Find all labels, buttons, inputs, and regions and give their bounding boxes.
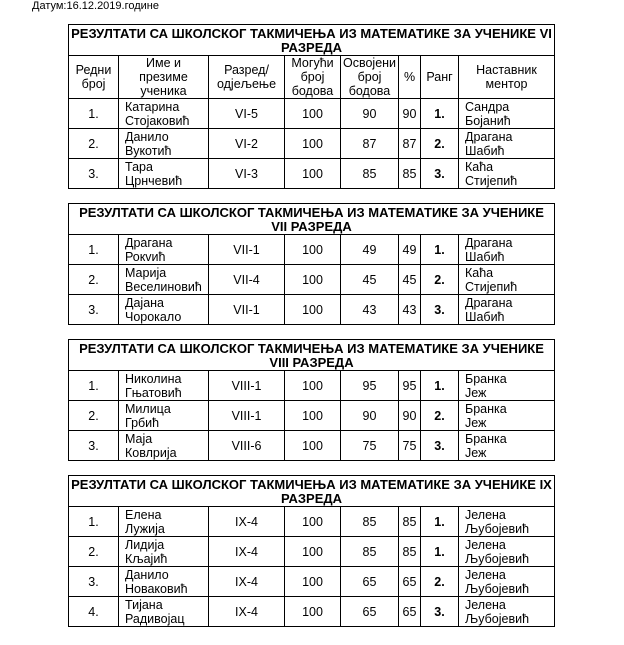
student-name-line1: Катарина <box>125 99 180 114</box>
section-title-row <box>69 25 555 56</box>
earned-points: 85 <box>341 507 399 537</box>
mentor-name <box>459 159 555 189</box>
mentor-name-line1: Бранка <box>465 401 507 416</box>
rank: 3. <box>421 431 459 461</box>
student-name <box>119 507 209 537</box>
earned-points: 75 <box>341 431 399 461</box>
grade-class: VIII-6 <box>209 431 285 461</box>
mentor-name-line1: Каћа <box>465 265 494 280</box>
student-name-line1: Маја <box>125 431 153 446</box>
rank: 3. <box>421 295 459 325</box>
row-number: 3. <box>69 567 119 597</box>
percent: 90 <box>399 99 421 129</box>
max-points: 100 <box>285 129 341 159</box>
student-name <box>119 129 209 159</box>
percent: 85 <box>399 537 421 567</box>
header-points: Освојени број бодова <box>341 56 399 99</box>
mentor-name <box>459 431 555 461</box>
mentor-name-line2: Шабић <box>465 143 505 158</box>
header-mentor: Наставник ментор <box>459 56 555 99</box>
student-name-line2: Чорокало <box>125 309 182 324</box>
section-spacer-cell <box>69 189 555 204</box>
grade-class: IX-4 <box>209 597 285 627</box>
earned-points: 45 <box>341 265 399 295</box>
row-number: 3. <box>69 159 119 189</box>
max-points: 100 <box>285 265 341 295</box>
student-name-line1: Данило <box>125 129 169 144</box>
percent: 85 <box>399 507 421 537</box>
table-row <box>69 265 555 295</box>
mentor-name <box>459 567 555 597</box>
student-name <box>119 371 209 401</box>
section-title-row <box>69 340 555 371</box>
section-title: РЕЗУЛТАТИ СА ШКОЛСКОГ ТАКМИЧЕЊА ИЗ МАТЕМАТИКЕ ЗА УЧЕНИКЕ IX РАЗРЕДА <box>69 476 555 507</box>
mentor-name-line2: Љубојевић <box>465 581 530 596</box>
percent: 85 <box>399 159 421 189</box>
percent: 75 <box>399 431 421 461</box>
rank: 3. <box>421 597 459 627</box>
student-name-line1: Тара <box>125 159 153 174</box>
student-name-line2: Радивојац <box>125 611 185 626</box>
max-points: 100 <box>285 371 341 401</box>
rank: 1. <box>421 537 459 567</box>
grade-class: VI-3 <box>209 159 285 189</box>
rank: 3. <box>421 159 459 189</box>
max-points: 100 <box>285 99 341 129</box>
student-name <box>119 235 209 265</box>
max-points: 100 <box>285 567 341 597</box>
percent: 90 <box>399 401 421 431</box>
row-number: 2. <box>69 265 119 295</box>
grade-class: VII-1 <box>209 295 285 325</box>
student-name-line1: Марија <box>125 265 167 280</box>
table-row <box>69 401 555 431</box>
max-points: 100 <box>285 159 341 189</box>
grade-class: VIII-1 <box>209 401 285 431</box>
mentor-name-line2: Шабић <box>465 309 505 324</box>
rank: 1. <box>421 99 459 129</box>
mentor-name-line2: Стијепић <box>465 173 518 188</box>
mentor-name <box>459 401 555 431</box>
student-name-line2: Вукотић <box>125 143 172 158</box>
table-row <box>69 129 555 159</box>
student-name-line1: Данило <box>125 567 169 582</box>
earned-points: 87 <box>341 129 399 159</box>
table-row <box>69 235 555 265</box>
row-number: 1. <box>69 371 119 401</box>
mentor-name-line2: Стијепић <box>465 279 518 294</box>
student-name-line2: Црнчевић <box>125 173 183 188</box>
mentor-name <box>459 371 555 401</box>
student-name <box>119 295 209 325</box>
header-max: Могући број бодова <box>285 56 341 99</box>
student-name-line1: Дајана <box>125 295 165 310</box>
rank: 2. <box>421 401 459 431</box>
results-table <box>68 24 555 627</box>
table-row <box>69 99 555 129</box>
header-rank: Ранг <box>421 56 459 99</box>
student-name-line2: Гњатовић <box>125 385 182 400</box>
earned-points: 65 <box>341 567 399 597</box>
rank: 1. <box>421 235 459 265</box>
percent: 45 <box>399 265 421 295</box>
table-row <box>69 567 555 597</box>
student-name-line1: Драгана <box>125 235 173 250</box>
row-number: 1. <box>69 507 119 537</box>
grade-class: IX-4 <box>209 537 285 567</box>
mentor-name-line1: Драгана <box>465 295 513 310</box>
percent: 87 <box>399 129 421 159</box>
section-title-row <box>69 204 555 235</box>
table-row <box>69 507 555 537</box>
section-spacer-cell <box>69 461 555 476</box>
mentor-name <box>459 295 555 325</box>
mentor-name-line2: Љубојевић <box>465 611 530 626</box>
percent: 65 <box>399 567 421 597</box>
mentor-name <box>459 265 555 295</box>
student-name <box>119 159 209 189</box>
student-name-line2: Кљајић <box>125 551 168 566</box>
student-name-line1: Николина <box>125 371 182 386</box>
mentor-name-line1: Јелена <box>465 537 506 552</box>
mentor-name <box>459 507 555 537</box>
mentor-name <box>459 537 555 567</box>
header-percent: % <box>399 56 421 99</box>
student-name-line2: Рокvић <box>125 249 166 264</box>
student-name <box>119 597 209 627</box>
table-row <box>69 597 555 627</box>
mentor-name-line1: Драгана <box>465 235 513 250</box>
header-name: Име и презиме ученика <box>119 56 209 99</box>
student-name-line2: Веселиновић <box>125 279 202 294</box>
student-name-line1: Елена <box>125 507 162 522</box>
section-spacer-cell <box>69 325 555 340</box>
student-name-line1: Лидија <box>125 537 165 552</box>
date-line: Датум:16.12.2019.године <box>32 0 159 12</box>
earned-points: 43 <box>341 295 399 325</box>
section-title-row <box>69 476 555 507</box>
grade-class: VII-1 <box>209 235 285 265</box>
section-spacer <box>69 325 555 340</box>
mentor-name-line1: Јелена <box>465 507 506 522</box>
max-points: 100 <box>285 507 341 537</box>
earned-points: 85 <box>341 159 399 189</box>
student-name-line1: Милица <box>125 401 171 416</box>
mentor-name-line2: Љубојевић <box>465 551 530 566</box>
student-name-line2: Стојаковић <box>125 113 190 128</box>
mentor-name-line2: Шабић <box>465 249 505 264</box>
grade-class: VI-2 <box>209 129 285 159</box>
row-number: 1. <box>69 99 119 129</box>
student-name-line2: Ковлрија <box>125 445 177 460</box>
mentor-name <box>459 129 555 159</box>
row-number: 4. <box>69 597 119 627</box>
rank: 2. <box>421 567 459 597</box>
student-name <box>119 99 209 129</box>
mentor-name-line1: Каћа <box>465 159 494 174</box>
earned-points: 90 <box>341 401 399 431</box>
mentor-name-line1: Бранка <box>465 371 507 386</box>
rank: 2. <box>421 129 459 159</box>
table-row <box>69 431 555 461</box>
student-name <box>119 567 209 597</box>
earned-points: 49 <box>341 235 399 265</box>
grade-class: IX-4 <box>209 507 285 537</box>
mentor-name-line1: Драгана <box>465 129 513 144</box>
student-name-line2: Грбић <box>125 415 160 430</box>
mentor-name <box>459 99 555 129</box>
student-name-line2: Новаковић <box>125 581 188 596</box>
header-no: Редни број <box>69 56 119 99</box>
table-row <box>69 159 555 189</box>
grade-class: VII-4 <box>209 265 285 295</box>
max-points: 100 <box>285 597 341 627</box>
section-title: РЕЗУЛТАТИ СА ШКОЛСКОГ ТАКМИЧЕЊА ИЗ МАТЕМАТИКЕ ЗА УЧЕНИКЕ VI РАЗРЕДА <box>69 25 555 56</box>
header-row <box>69 56 555 99</box>
mentor-name-line1: Јелена <box>465 597 506 612</box>
grade-class: VI-5 <box>209 99 285 129</box>
percent: 95 <box>399 371 421 401</box>
mentor-name-line1: Јелена <box>465 567 506 582</box>
row-number: 2. <box>69 129 119 159</box>
table-row <box>69 295 555 325</box>
percent: 65 <box>399 597 421 627</box>
header-grade: Разред/ одјељење <box>209 56 285 99</box>
mentor-name-line2: Јеж <box>465 415 487 430</box>
percent: 43 <box>399 295 421 325</box>
table-row <box>69 371 555 401</box>
row-number: 3. <box>69 295 119 325</box>
earned-points: 85 <box>341 537 399 567</box>
grade-class: VIII-1 <box>209 371 285 401</box>
row-number: 2. <box>69 401 119 431</box>
rank: 1. <box>421 371 459 401</box>
earned-points: 90 <box>341 99 399 129</box>
max-points: 100 <box>285 295 341 325</box>
mentor-name-line2: Јеж <box>465 385 487 400</box>
max-points: 100 <box>285 235 341 265</box>
mentor-name-line1: Сандра <box>465 99 510 114</box>
earned-points: 65 <box>341 597 399 627</box>
section-spacer <box>69 189 555 204</box>
rank: 2. <box>421 265 459 295</box>
max-points: 100 <box>285 401 341 431</box>
mentor-name <box>459 235 555 265</box>
percent: 49 <box>399 235 421 265</box>
mentor-name-line2: Јеж <box>465 445 487 460</box>
section-title: РЕЗУЛТАТИ СА ШКОЛСКОГ ТАКМИЧЕЊА ИЗ МАТЕМАТИКЕ ЗА УЧЕНИКЕ VII РАЗРЕДА <box>69 204 555 235</box>
max-points: 100 <box>285 431 341 461</box>
student-name <box>119 265 209 295</box>
student-name-line2: Лужија <box>125 521 165 536</box>
student-name <box>119 537 209 567</box>
section-spacer <box>69 461 555 476</box>
earned-points: 95 <box>341 371 399 401</box>
max-points: 100 <box>285 537 341 567</box>
mentor-name-line2: Љубојевић <box>465 521 530 536</box>
mentor-name-line2: Бојанић <box>465 113 511 128</box>
table-row <box>69 537 555 567</box>
student-name <box>119 401 209 431</box>
mentor-name-line1: Бранка <box>465 431 507 446</box>
mentor-name <box>459 597 555 627</box>
row-number: 2. <box>69 537 119 567</box>
student-name-line1: Тијана <box>125 597 163 612</box>
section-title: РЕЗУЛТАТИ СА ШКОЛСКОГ ТАКМИЧЕЊА ИЗ МАТЕМАТИКЕ ЗА УЧЕНИКЕ VIII РАЗРЕДА <box>69 340 555 371</box>
row-number: 1. <box>69 235 119 265</box>
student-name <box>119 431 209 461</box>
rank: 1. <box>421 507 459 537</box>
row-number: 3. <box>69 431 119 461</box>
grade-class: IX-4 <box>209 567 285 597</box>
